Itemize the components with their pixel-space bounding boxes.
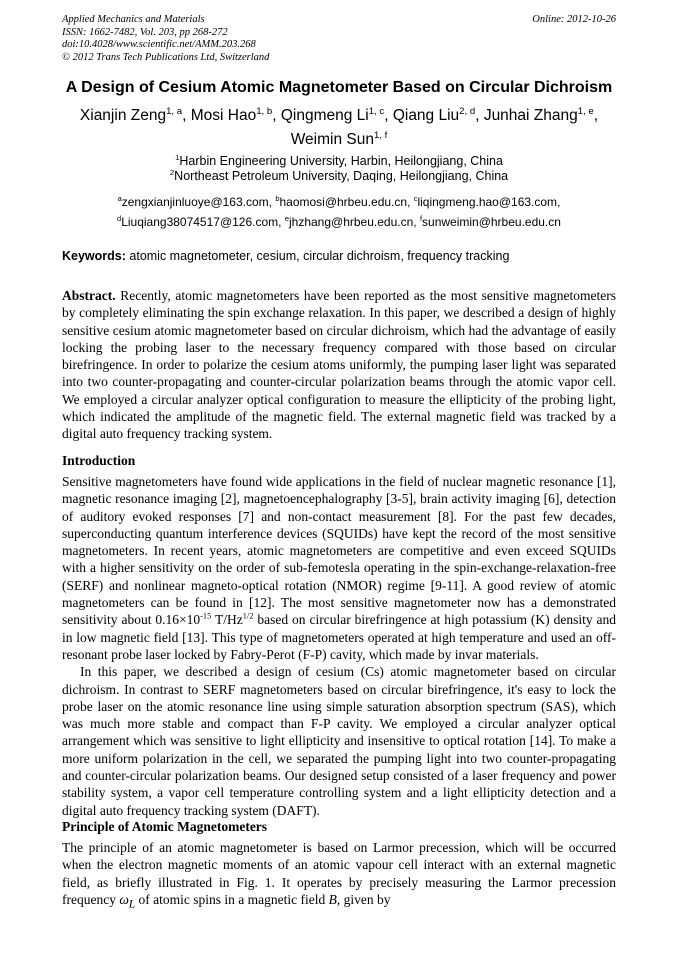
issn-line: ISSN: 1662-7482, Vol. 203, pp 268-272 bbox=[62, 26, 228, 38]
section-heading-principle: Principle of Atomic Magnetometers bbox=[62, 819, 268, 834]
author: Qiang Liu$^{2, d}$ bbox=[392, 105, 476, 124]
doi-line: doi:10.4028/www.scientific.net/AMM.203.268 bbox=[62, 39, 256, 50]
email: $^a$zengxianjinluoye@163.com bbox=[117, 194, 269, 209]
affiliation: $^1$Harbin Engineering University, Harbin, Heilongjiang, China bbox=[175, 152, 503, 168]
principle-body bbox=[62, 839, 616, 914]
abstract-text: Recently, atomic magnetometers have been reported as the most sensitive magnetometers by completely eliminating the spin exchange relaxation. In this paper, we described a design of highly sensitive cesium atomic magnetometer based on circular dichroism, which had the advantage of easily locking the probing laser to the necessary frequency compared with those based on circular birefringence. In order to polarize the cesium atoms uniformly, the pumping laser light was separated into two counter-propagating and counter-circular polarization beams through the atomic vapor cell. We employed a circular analyzer optical configuration to measure the ellipticity of the probing light, which indicated the amplitude of the magnetic field. The external magnetic field was tracked by a digital auto frequency tracking system. bbox=[62, 288, 616, 442]
email: $^d$Liuqiang38074517@126.com bbox=[117, 214, 279, 229]
keywords bbox=[62, 249, 616, 264]
affiliation: $^2$Northeast Petroleum University, Daqing, Heilongjiang, China bbox=[169, 167, 509, 183]
abstract bbox=[62, 287, 616, 443]
email: $^b$haomosi@hrbeu.edu.cn bbox=[275, 194, 408, 209]
paragraph: In this paper, we described a design of cesium (Cs) atomic magnetometer based on circular dichroism. In contrast to SERF magnetometers based on circular birefringence, it's easy to lock the probe laser on the atomic resonance line using simple saturation absorption spectrum (SAS), which was much more stable and compact than F-P cavity. We employed a circular analyzer optical arrangement which was sensitive to light ellipticity and insensitive to optical rotation [14]. To make a more uniform polarization in the cell, we separated the pumping light into two counter-propagating and counter-circular polarization beams. Our designed setup consisted of a laser frequency and power stability system, a vapor cell temperature controlling system and a light ellipticity detection and a digital auto frequency tracking system (DAFT). bbox=[62, 664, 616, 818]
abstract-label: Abstract. bbox=[62, 288, 116, 303]
email: $^f$sunweimin@hrbeu.edu.cn bbox=[419, 214, 561, 229]
author-emails: $^a$zengxianjinluoye@163.com, $^b$haomosi@hrbeu.edu.cn, $^c$liqingmeng.hao@163.com, $^d$Liuqiang38074517@126.com, $^e$jhzhang@hrbeu.edu.cn, $^f$sunweimin@hrbeu.edu.cn bbox=[117, 194, 561, 229]
author: Qingmeng Li$^{1, c}$ bbox=[280, 105, 385, 124]
online-date: Online: 2012-10-26 bbox=[532, 14, 616, 25]
section-heading-introduction: Introduction bbox=[62, 453, 136, 468]
affiliations bbox=[40, 154, 638, 184]
paragraph: Sensitive magnetometers have found wide applications in the field of nuclear magnetic resonance [1], magnetic resonance imaging [2], magnetoencephalography [3-5], brain activity imaging [6], detection of auditory evoked responses [7] and non-contact measurement [8]. For the past few decades, superconducting quantum interference devices (SQUIDs) have kept the record of the most sensitive magnetometers. In recent years, atomic magnetometers are competitive and even exceed SQUIDs with a higher sensitivity on the order of sub-femotesla operating in the spin-exchange-relaxation-free (SERF) and nonlinear magneto-optical rotation (NMOR) regime [9-11]. A good review of atomic magnetometers can be found in [12]. The most sensitive magnetometer now has a demonstrated sensitivity about $0.16\times 10^{-15}$ $T/Hz^{1/2}$ based on circular birefringence at high potassium (K) density and in low magnetic field [13]. This type of magnetometers operated at high temperature and used an off-resonant probe laser locked by Fabry-Perot (F-P) cavity, which made by invar materials. bbox=[62, 474, 617, 662]
introduction-body bbox=[62, 473, 616, 819]
journal-name: Applied Mechanics and Materials bbox=[62, 14, 205, 25]
email: $^e$jhzhang@hrbeu.edu.cn bbox=[284, 214, 414, 229]
author: Junhai Zhang$^{1, e}$ bbox=[483, 105, 594, 124]
author: Mosi Hao$^{1, b}$ bbox=[190, 105, 273, 124]
copyright-line: © 2012 Trans Tech Publications Ltd, Switzerland bbox=[62, 51, 270, 63]
journal-header bbox=[62, 14, 616, 64]
author: Weimin Sun$^{1, f}$ bbox=[290, 129, 388, 148]
keywords-text: atomic magnetometer, cesium, circular dichroism, frequency tracking bbox=[129, 249, 510, 263]
paragraph: The principle of an atomic magnetometer is based on Larmor precession, which will be occurred when the electron magnetic moments of an atomic vapour cell interact with an external magnetic field, as briefly illustrated in Fig. 1. It operates by precisely measuring the Larmor precession frequency $\omega_L$ of atomic spins in a magnetic field B, given by bbox=[62, 840, 616, 911]
author: Xianjin Zeng$^{1, a}$ bbox=[79, 105, 183, 124]
paper-title: A Design of Cesium Atomic Magnetometer Based on Circular Dichroism bbox=[65, 79, 613, 96]
keywords-label: Keywords: bbox=[62, 249, 126, 263]
author-list: Xianjin Zeng$^{1, a}$, Mosi Hao$^{1, b}$, Qingmeng Li$^{1, c}$, Qiang Liu$^{2, d}$, Junhai Zhang$^{1, e}$, Weimin Sun$^{1, f}$ bbox=[79, 105, 599, 148]
email: $^c$liqingmeng.hao@163.com bbox=[413, 194, 558, 209]
